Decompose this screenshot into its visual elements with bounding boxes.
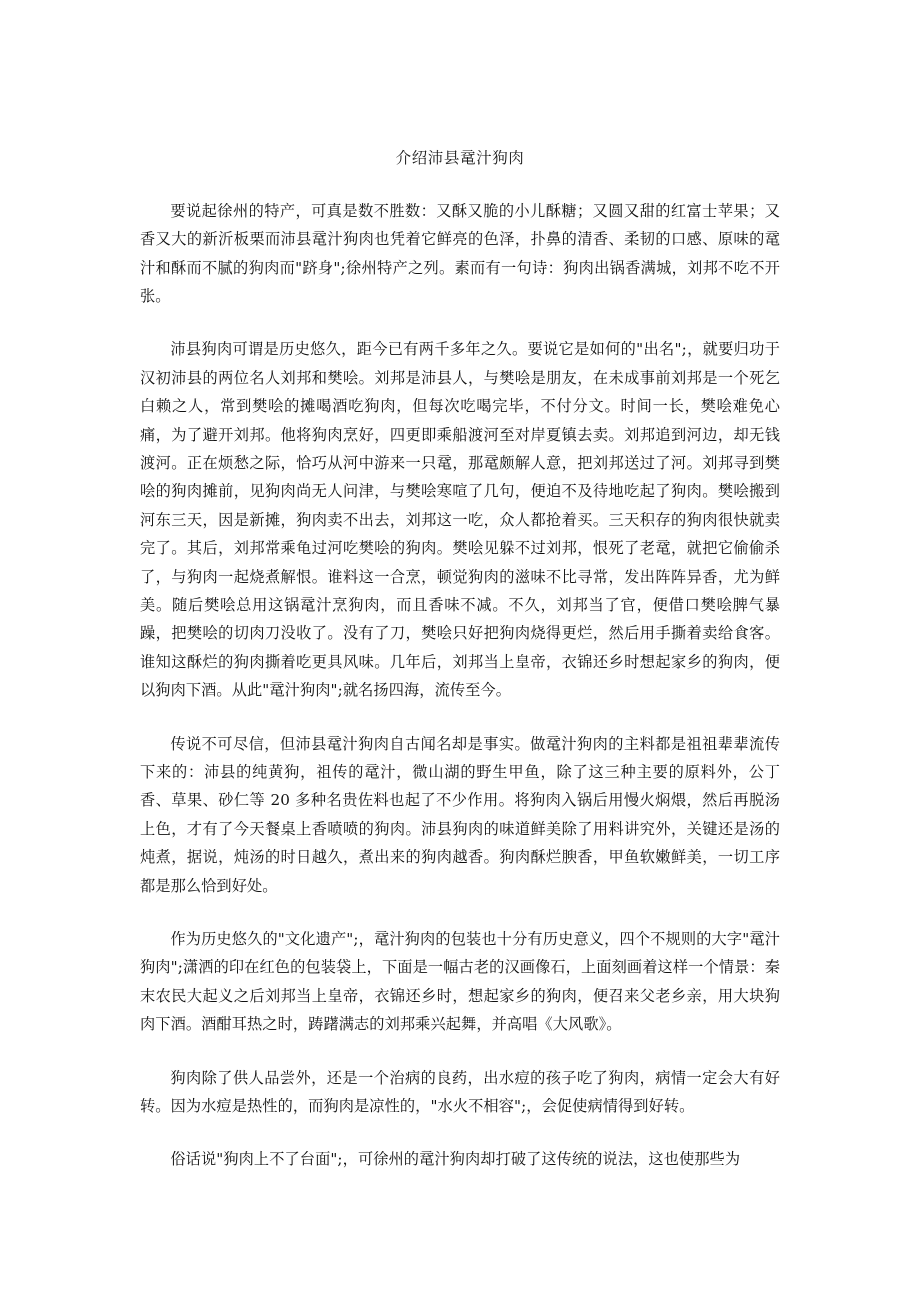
page-title: 介绍沛县鼋汁狗肉 — [395, 149, 525, 167]
document-body — [140, 0, 780, 1174]
paragraph-5: 狗肉除了供人品尝外，还是一个治病的良药，出水痘的孩子吃了狗肉，病情一定会大有好转。因为水痘是热性的，而狗肉是凉性的，"水火不相容";，会促使病情得到好转。 — [140, 1068, 780, 1116]
paragraph-1: 要说起徐州的特产，可真是数不胜数：又酥又脆的小儿酥糖；又圆又甜的红富士苹果；又香又大的新沂板栗而沛县鼋汁狗肉也凭着它鲜亮的色泽，扑鼻的清香、柔韧的口感、原味的鼋汁和酥而不腻的狗肉而"跻身";徐州特产之列。素而有一句诗：狗肉出锅香满城，刘邦不吃不开张。 — [140, 201, 780, 305]
paragraph-4: 作为历史悠久的"文化遗产";，鼋汁狗肉的包装也十分有历史意义，四个不规则的大字"鼋汁狗肉";潇洒的印在红色的包装袋上，下面是一幅古老的汉画像石，上面刻画着这样一个情景：秦末农民大起义之后刘邦当上皇帝，衣锦还乡时，想起家乡的狗肉，便召来父老乡亲，用大块狗肉下酒。酒酣耳热之时，踌躇满志的刘邦乘兴起舞，并高唱《大风歌》。 — [140, 930, 780, 1034]
paragraph-6: 俗话说"狗肉上不了台面";，可徐州的鼋汁狗肉却打破了这传统的说法，这也使那些为 — [170, 1150, 741, 1169]
paragraph-3: 传说不可尽信，但沛县鼋汁狗肉自古闻名却是事实。做鼋汁狗肉的主料都是祖祖辈辈流传下来的：沛县的纯黄狗，祖传的鼋汁，微山湖的野生甲鱼，除了这三种主要的原料外，公丁香、草果、砂仁等 20 多种名贵佐料也起了不少作用。将狗肉入锅后用慢火焖煨，然后再脱汤上色，才有了今天餐桌上香喷喷的狗肉。沛县狗肉的味道鲜美除了用料讲究外，关键还是汤的炖煮，据说，炖汤的时日越久，煮出来的狗肉越香。狗肉酥烂腴香，甲鱼软嫩鲜美，一切工序都是那么恰到好处。 — [140, 734, 780, 895]
paragraph-2: 沛县狗肉可谓是历史悠久，距今已有两千多年之久。要说它是如何的"出名";，就要归功于汉初沛县的两位名人刘邦和樊哙。刘邦是沛县人，与樊哙是朋友，在未成事前刘邦是一个死乞白赖之人，常到樊哙的摊喝酒吃狗肉，但每次吃喝完毕，不付分文。时间一长，樊哙难免心痛，为了避开刘邦。他将狗肉烹好，四更即乘船渡河至对岸夏镇去卖。刘邦追到河边，却无钱渡河。正在烦愁之际，恰巧从河中游来一只鼋，那鼋颇解人意，把刘邦送过了河。刘邦寻到樊哙的狗肉摊前，见狗肉尚无人问津，与樊哙寒喧了几句，便迫不及待地吃起了狗肉。樊哙搬到河东三天，因是新摊，狗肉卖不出去，刘邦这一吃，众人都抢着买。三天积存的狗肉很快就卖完了。其后，刘邦常乘龟过河吃樊哙的狗肉。樊哙见躲不过刘邦，恨死了老鼋，就把它偷偷杀了，与狗肉一起烧煮解恨。谁料这一合烹，顿觉狗肉的滋味不比寻常，发出阵阵异香，尤为鲜美。随后樊哙总用这锅鼋汁烹狗肉，而且香味不减。不久，刘邦当了官，便借口樊哙脾气暴躁，把樊哙的切肉刀没收了。没有了刀，樊哙只好把狗肉烧得更烂，然后用手撕着卖给食客。谁知这酥烂的狗肉撕着吃更具风味。几年后，刘邦当上皇帝，衣锦还乡时想起家乡的狗肉，便以狗肉下酒。从此"鼋汁狗肉";就名扬四海，流传至今。 — [140, 340, 780, 700]
